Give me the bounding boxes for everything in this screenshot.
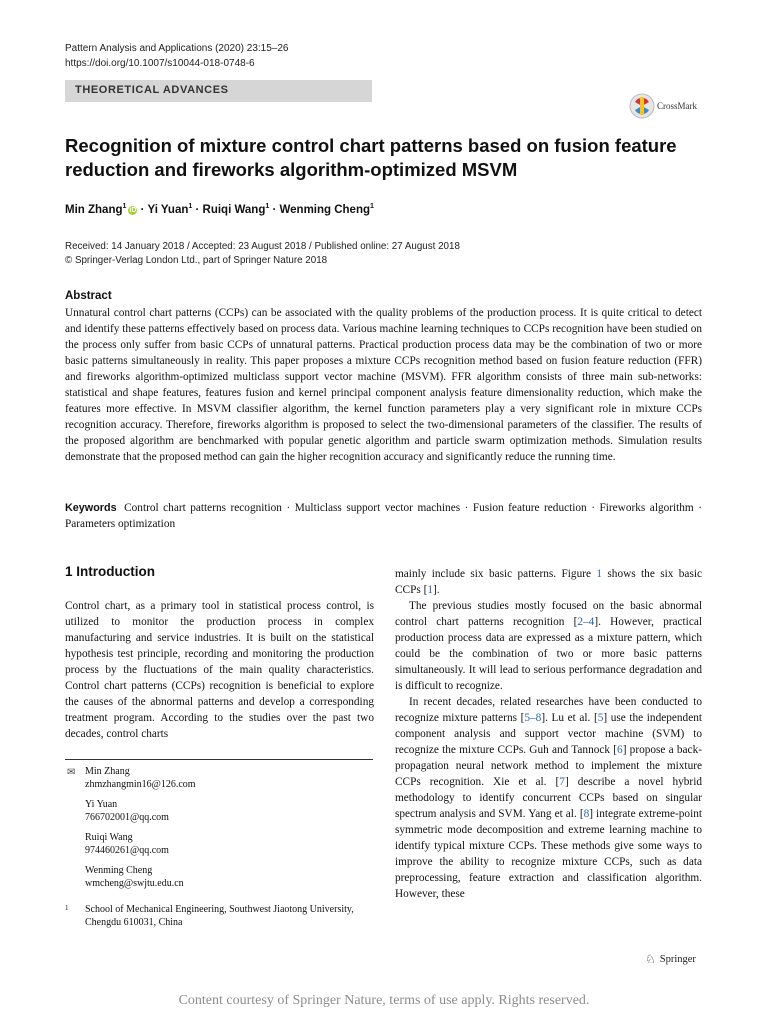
citation-ref[interactable]: 1: [427, 584, 433, 596]
crossmark-badge[interactable]: [629, 93, 697, 119]
envelope-icon: ✉: [67, 767, 76, 778]
author-list: [65, 203, 374, 216]
intro-paragraph: [395, 566, 702, 598]
author-separator: ·: [272, 203, 277, 216]
author-affil: 1: [188, 203, 193, 210]
contact-name: Wenming Cheng: [85, 865, 153, 876]
abstract-heading: Abstract: [65, 290, 112, 302]
author-affil: 1: [122, 203, 127, 210]
right-column: [395, 566, 702, 902]
paper-title: [65, 134, 715, 182]
contact-list: [65, 766, 373, 898]
citation-ref[interactable]: 2–4: [577, 616, 595, 628]
crossmark-label: CrossMark: [657, 101, 697, 111]
intro-heading: 1 Introduction: [65, 564, 155, 579]
footnote-divider: [65, 759, 373, 760]
orcid-icon[interactable]: iD: [129, 206, 137, 214]
citation-ref[interactable]: 6: [617, 744, 623, 756]
keywords-text: Control chart patterns recognition · Multiclass support vector machines · Fusion feature reduction · Fireworks algorithm · Parameters optimization: [65, 502, 702, 530]
citation-ref[interactable]: 5: [597, 712, 604, 724]
text-run: shows the six basic CCPs [: [395, 568, 702, 596]
history-dates: Received: 14 January 2018 / Accepted: 23 August 2018 / Published online: 27 August 2018: [65, 241, 460, 252]
text-run: ] integrate extreme-point symmetric mode decomposition and extreme learning machine to identify typical mixture CCPs. These methods give some ways to improve the ability to recognize mixture CCPs, such as data preprocessing, feature extraction and classification algorithm. However, these: [395, 808, 702, 900]
publisher-name: Springer: [659, 954, 696, 965]
author-name: Wenming Cheng: [279, 203, 371, 216]
text-run: ] describe a novel hybrid methodology to identify concurrent CCPs based on singular spectrum analysis and SVM. Yang et al. [: [395, 776, 702, 820]
citation-ref[interactable]: 5–8: [524, 712, 542, 724]
crossmark-icon: [629, 93, 655, 119]
keywords-label: Keywords: [65, 502, 117, 514]
author-affil: 1: [265, 203, 270, 210]
springer-horse-icon: ♘: [645, 952, 656, 966]
contact-entry: [65, 832, 373, 857]
contact-entry: [65, 865, 373, 890]
journal-citation: Pattern Analysis and Applications (2020) 23:15–26: [65, 43, 289, 54]
contact-email[interactable]: 766702001@qq.com: [85, 811, 169, 823]
author-separator: ·: [140, 203, 145, 216]
left-column: [65, 598, 374, 742]
courtesy-notice: Content courtesy of Springer Nature, terms of use apply. Rights reserved.: [178, 993, 590, 1008]
intro-paragraph: [395, 694, 702, 902]
text-run: In recent decades, related researches have been conducted to recognize mixture patterns [: [395, 696, 702, 724]
keywords: [65, 500, 702, 532]
text-run: ]. Lu et al. [: [541, 712, 598, 724]
title-line-2: reduction and fireworks algorithm-optimized MSVM: [65, 159, 518, 180]
text-run: mainly include six basic patterns. Figure: [395, 568, 597, 580]
intro-paragraph: Control chart, as a primary tool in statistical process control, is utilized to monitor the production process in complex manufacturing and service industries. It is built on the statistical hypothesis test principle, recording and monitoring the production process by the fluctuations of the main quality characteristics. Control chart patterns (CCPs) recognition is beneficial to explore the causes of the abnormal patterns and develop a corresponding treatment program. According to the studies over the past two decades, control charts: [65, 600, 374, 740]
doi-link[interactable]: https://doi.org/10.1007/s10044-018-0748-6: [65, 58, 255, 69]
citation-ref[interactable]: 7: [559, 776, 565, 788]
journal-info: [65, 41, 289, 71]
contact-name: Yi Yuan: [85, 799, 118, 810]
contact-name: Ruiqi Wang: [85, 832, 133, 843]
publisher-logo: [645, 952, 696, 967]
contact-entry: [65, 799, 373, 824]
contact-email[interactable]: zhmzhangmin16@126.com: [85, 778, 196, 790]
author-separator: ·: [195, 203, 200, 216]
intro-paragraph: [395, 598, 702, 694]
text-run: The previous studies mostly focused on the basic abnormal control chart patterns recognition [: [395, 600, 702, 628]
abstract-body: Unnatural control chart patterns (CCPs) can be associated with the quality problems of the production process. It is quite critical to detect and identify these patterns effectively based on process data. Various machine learning techniques to CCPs recognition have been studied on the process only suffer from basic CCPs of unnatural patterns. Practical production process data may be the combination of two or more basic patterns simultaneously in reality. This paper proposes a mixture CCPs recognition method based on fusion feature reduction (FFR) and fireworks algorithm-optimized multiclass support vector machine (MSVM). FFR algorithm consists of three main sub-networks: statistical and shape features, features fusion and kernel principal component analysis feature dimensionality reduction, which make the features more effective. In MSVM classifier algorithm, the kernel function parameters play a very significant role in mixture CCPs recognition accuracy. Therefore, fireworks algorithm is proposed to select the two-dimensional parameters of the classifier. The results of the proposed algorithm are benchmarked with popular genetic algorithm and particle swarm optimization methods. Simulation results demonstrate that the proposed method can gain the higher recognition accuracy and significantly reduce the running time.: [65, 307, 702, 463]
title-line-1: Recognition of mixture control chart patterns based on fusion feature: [65, 135, 677, 156]
text-run: ] propose a back-propagation neural network method to implement the mixture CCPs recognition. Xie et al. [: [395, 744, 702, 788]
section-label: THEORETICAL ADVANCES: [75, 84, 229, 96]
citation-ref[interactable]: 8: [583, 808, 590, 820]
section-band: [65, 80, 372, 102]
figure-ref[interactable]: 1: [596, 568, 603, 580]
contact-entry: [65, 766, 373, 791]
author-name: Ruiqi Wang: [202, 203, 266, 216]
contact-email[interactable]: wmcheng@swjtu.edu.cn: [85, 877, 184, 889]
text-run: ]. However, practical production process data are expressed as a mixture pattern, which could be the combination of two or more basic patterns simultaneously. It will lead to serious performance degradation and is difficult to recognize.: [395, 616, 702, 692]
author-affil: 1: [370, 203, 374, 210]
author-name: Yi Yuan: [147, 203, 189, 216]
contact-name: Min Zhang: [85, 766, 130, 777]
publication-dates: [65, 240, 460, 268]
text-run: ].: [433, 584, 440, 596]
affiliation-text: School of Mechanical Engineering, Southwest Jiaotong University, Chengdu 610031, China: [85, 904, 354, 928]
affiliation-number: 1: [65, 904, 69, 912]
text-run: ] use the independent component analysis and support vector machine (SVM) to recognize the mixture CCPs. Guh and Tannock [: [395, 712, 702, 756]
contact-email[interactable]: 974460261@qq.com: [85, 844, 169, 856]
copyright-line: © Springer-Verlag London Ltd., part of Springer Nature 2018: [65, 255, 328, 266]
author-name: Min Zhang: [65, 203, 123, 216]
